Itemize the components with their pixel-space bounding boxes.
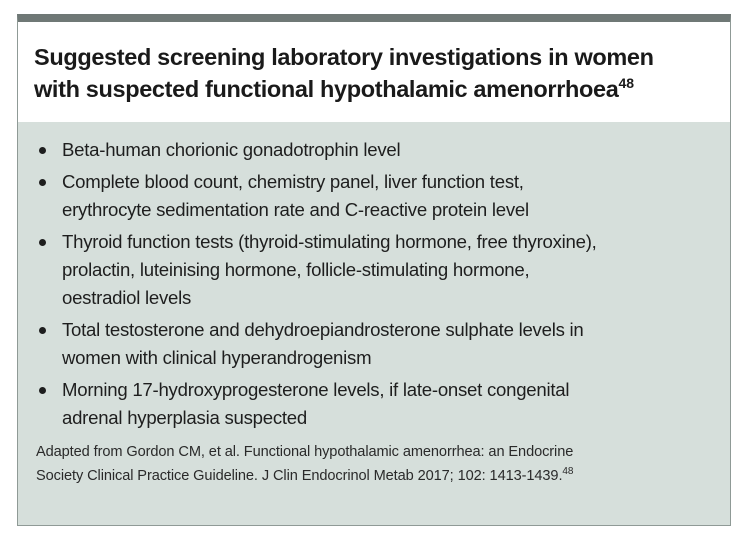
- list-item-text: prolactin, luteinising hormone, follicle-stimulating hormone,: [62, 259, 530, 280]
- box-title-line-1: Suggested screening laboratory investigations in women: [34, 44, 654, 70]
- list-item: [36, 228, 712, 312]
- title-reference: 48: [618, 75, 635, 91]
- list-item-text: Beta-human chorionic gonadotrophin level: [62, 139, 401, 160]
- source-footnote: [36, 440, 712, 488]
- list-item: [36, 316, 712, 372]
- box-body: [18, 122, 730, 525]
- list-item-text: women with clinical hyperandrogenism: [62, 347, 372, 368]
- list-item-text: Complete blood count, chemistry panel, liver function test,: [62, 171, 524, 192]
- list-item-text: oestradiol levels: [62, 287, 192, 308]
- list-item-text: Morning 17-hydroxyprogesterone levels, if late-onset congenital: [62, 379, 570, 400]
- list-item: [36, 376, 712, 432]
- bullet-icon: [39, 327, 46, 334]
- list-item-text: Total testosterone and dehydroepiandrosterone sulphate levels in: [62, 319, 584, 340]
- list-item: [36, 136, 712, 164]
- box-header: [18, 22, 730, 122]
- footnote-line-1: Adapted from Gordon CM, et al. Functional hypothalamic amenorrhea: an Endocrine: [36, 444, 574, 460]
- bullet-icon: [39, 179, 46, 186]
- footnote-line-2: Society Clinical Practice Guideline. J Clin Endocrinol Metab 2017; 102: 1413-1439.: [36, 468, 563, 484]
- footnote-reference: 48: [562, 466, 574, 477]
- list-item: [36, 168, 712, 224]
- bullet-icon: [39, 147, 46, 154]
- list-item-text: erythrocyte sedimentation rate and C-reactive protein level: [62, 199, 529, 220]
- list-item-text: adrenal hyperplasia suspected: [62, 407, 307, 428]
- bullet-icon: [39, 387, 46, 394]
- investigation-list: [36, 136, 712, 432]
- bullet-icon: [39, 239, 46, 246]
- box-title-line-2: with suspected functional hypothalamic amenorrhoea: [34, 76, 619, 102]
- list-item-text: Thyroid function tests (thyroid-stimulating hormone, free thyroxine),: [62, 231, 597, 252]
- info-box: [17, 14, 731, 526]
- box-title: [34, 41, 714, 105]
